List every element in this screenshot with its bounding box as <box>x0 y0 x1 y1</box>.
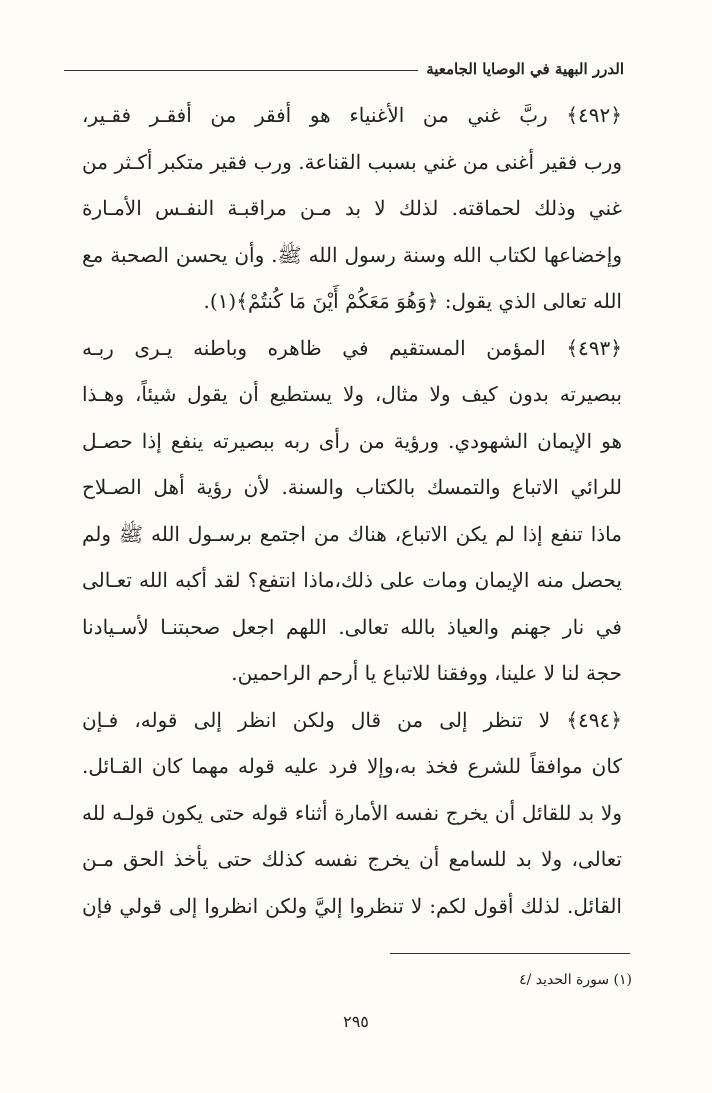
text-line: في نار جهنم والعياذ بالله تعالى. اللهم اجعل صحبتنـا لأسـيادنا <box>82 614 622 639</box>
text-line: وإخضاعها لكتاب الله وسنة رسول الله ﷺ. وأن يحسن الصحبة مع <box>82 242 622 267</box>
footnote-rule <box>390 953 630 954</box>
body-text <box>82 92 622 929</box>
text-line: ولا بد للقائل أن يخرج نفسه الأمارة أثناء قوله حتى يكون قولـه لله <box>82 800 622 825</box>
text-line: القائل. لذلك أقول لكم: لا تنظروا إليَّ ولكن انظروا إلى قولي فإن <box>82 893 622 918</box>
footnote: (١) سورة الحديد /٤ <box>519 972 632 988</box>
text-line: هو الإيمان الشهودي. ورؤية من رأى ربه ببصيرته ينفع إذا حصـل <box>82 428 622 453</box>
text-line: ماذا تنفع إذا لم يكن الاتباع، هناك من اجتمع برسـول الله ﷺ ولم <box>82 521 622 546</box>
text-line: تعالى، ولا بد للسامع أن يخرج نفسه كذلك حتى يأخذ الحق مـن <box>82 847 622 871</box>
text-line: ﴿٤٩٣﴾ المؤمن المستقيم في ظاهره وباطنه يـرى ربـه <box>82 335 622 360</box>
text-line: الله تعالى الذي يقول: ﴿وَهُوَ مَعَكُمْ أَيْنَ مَا كُنتُمْ﴾(١). <box>203 289 622 313</box>
text-line: يحصل منه الإيمان ومات على ذلك،ماذا انتفع؟ لقد أكبه الله تعـالى <box>82 568 622 592</box>
text-line: كان موافقاً للشرع فخذ به،وإلا فرد عليه قوله مهما كان القـائل. <box>82 754 622 778</box>
text-line: ﴿٤٩٤﴾ لا تنظر إلى من قال ولكن انظر إلى قوله، فـإن <box>82 707 622 732</box>
text-line: ورب فقير أغنى من غني بسبب القناعة. ورب فقير متكبر أكـثر من <box>82 149 622 174</box>
text-line: ببصيرته بدون كيف ولا مثال، ولا يستطيع أن يقول شيئاً، وهـذا <box>82 382 622 406</box>
header-title: الدرر البهية في الوصايا الجامعية <box>418 60 624 78</box>
text-line: ﴿٤٩٢﴾ ربَّ غني من الأغنياء هو أفقر من أفقـر فقـير، <box>82 103 622 127</box>
text-line: للرائي الاتباع والتمسك بالكتاب والسنة. لأن رؤية أهل الصـلاح <box>82 475 622 499</box>
running-header <box>64 56 624 82</box>
text-line: حجة لنا لا علينا، ووفقنا للاتباع يا أرحم الراحمين. <box>231 661 622 685</box>
page-number: ٢٩٥ <box>343 1012 369 1031</box>
text-line: غني وذلك لحماقته. لذلك لا بد مـن مراقبـة النفـس الأمـارة <box>82 196 622 220</box>
